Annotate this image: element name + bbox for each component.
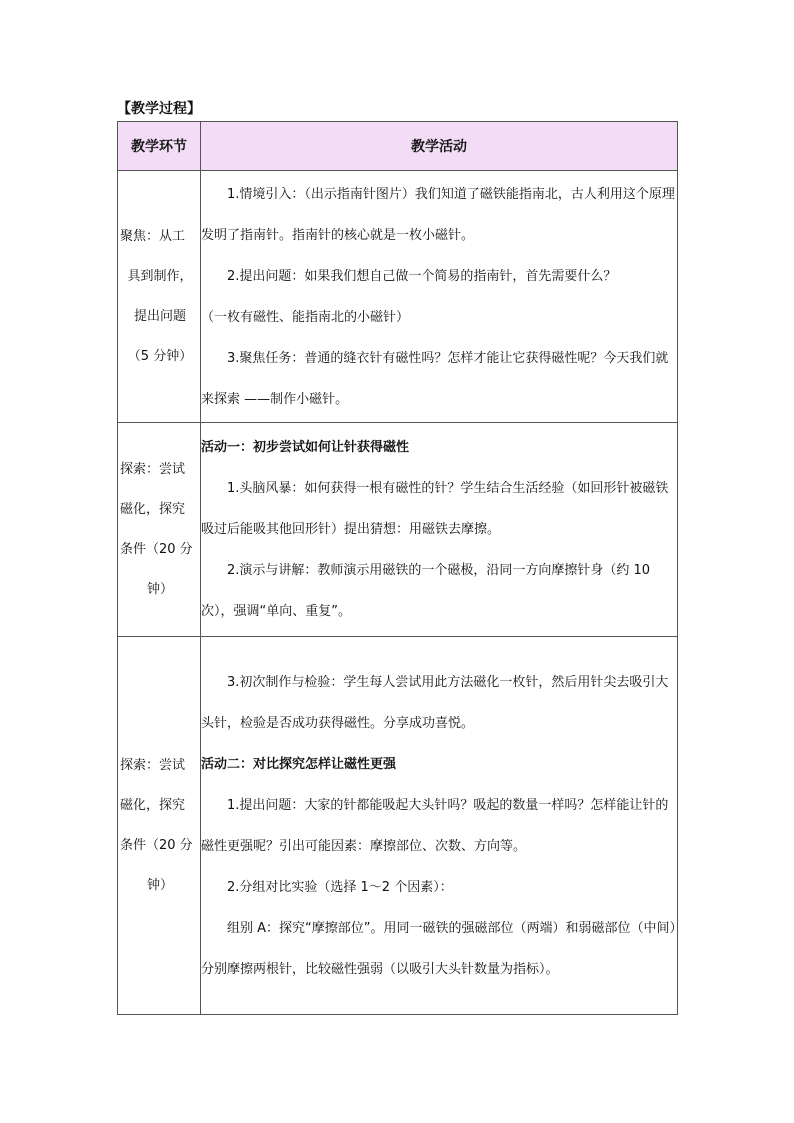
activity-cell bbox=[201, 423, 678, 637]
activity-paragraph: 1.情境引入：（出示指南针图片）我们知道了磁铁能指南北，古人利用这个原理发明了指南针。指南针的核心就是一枚小磁针。 bbox=[201, 186, 675, 243]
activity-paragraph: （一枚有磁性、能指南北的小磁针） bbox=[201, 309, 410, 325]
stage-line: 条件（20 分 bbox=[120, 541, 193, 557]
stage-line: 提出问题 bbox=[133, 308, 186, 324]
table-header-row bbox=[118, 122, 678, 171]
activity-paragraph: 组别 A：探究“摩擦部位”。用同一磁铁的强磁部位（两端）和弱磁部位（中间）分别摩擦两根针，比较磁性强弱（以吸引大头针数量为指标）。 bbox=[201, 920, 676, 977]
table-row bbox=[118, 637, 678, 1015]
activity-paragraph: 2.分组对比实验（选择 1～2 个因素）： bbox=[227, 879, 453, 895]
stage-line: 聚焦：从工 bbox=[120, 228, 186, 244]
stage-line: 钟） bbox=[146, 581, 173, 597]
stage-line: 探索：尝试 bbox=[120, 757, 186, 773]
stage-line: 磁化，探究 bbox=[120, 797, 186, 813]
stage-cell bbox=[118, 171, 201, 423]
activity-paragraph: 2.演示与讲解：教师演示用磁铁的一个磁极，沿同一方向摩擦针身（约 10 次），强调“单向、重复”。 bbox=[201, 563, 651, 619]
activity-title: 活动二：对比探究怎样让磁性更强 bbox=[201, 756, 397, 772]
teaching-process-table bbox=[117, 121, 678, 1015]
stage-line: （5 分钟） bbox=[127, 348, 193, 364]
stage-line: 具到制作， bbox=[127, 268, 193, 284]
activity-paragraph: 1.提出问题：大家的针都能吸起大头针吗？吸起的数量一样吗？怎样能让针的磁性更强呢？引出可能因素：摩擦部位、次数、方向等。 bbox=[201, 797, 669, 854]
header-activity: 教学活动 bbox=[201, 122, 678, 171]
section-title: 【教学过程】 bbox=[117, 101, 201, 117]
stage-line: 探索：尝试 bbox=[120, 461, 186, 477]
activity-paragraph: 2.提出问题：如果我们想自己做一个简易的指南针，首先需要什么？ bbox=[227, 268, 617, 284]
activity-title: 活动一：初步尝试如何让针获得磁性 bbox=[201, 440, 410, 455]
activity-cell bbox=[201, 637, 678, 1015]
stage-line: 磁化，探究 bbox=[120, 501, 186, 517]
activity-cell bbox=[201, 171, 678, 423]
stage-line: 条件（20 分 bbox=[120, 837, 193, 853]
stage-cell bbox=[118, 637, 201, 1015]
table-row bbox=[118, 423, 678, 637]
stage-cell bbox=[118, 423, 201, 637]
header-stage: 教学环节 bbox=[118, 122, 201, 171]
activity-paragraph: 3.聚焦任务：普通的缝衣针有磁性吗？怎样才能让它获得磁性呢？今天我们就来探索 ——制作小磁针。 bbox=[201, 350, 669, 407]
stage-line: 钟） bbox=[146, 877, 173, 893]
activity-paragraph: 1.头脑风暴：如何获得一根有磁性的针？学生结合生活经验（如回形针被磁铁吸过后能吸其他回形针）提出猜想：用磁铁去摩擦。 bbox=[201, 481, 669, 537]
table-row bbox=[118, 171, 678, 423]
activity-paragraph: 3.初次制作与检验：学生每人尝试用此方法磁化一枚针，然后用针尖去吸引大头针，检验是否成功获得磁性。分享成功喜悦。 bbox=[201, 674, 669, 731]
